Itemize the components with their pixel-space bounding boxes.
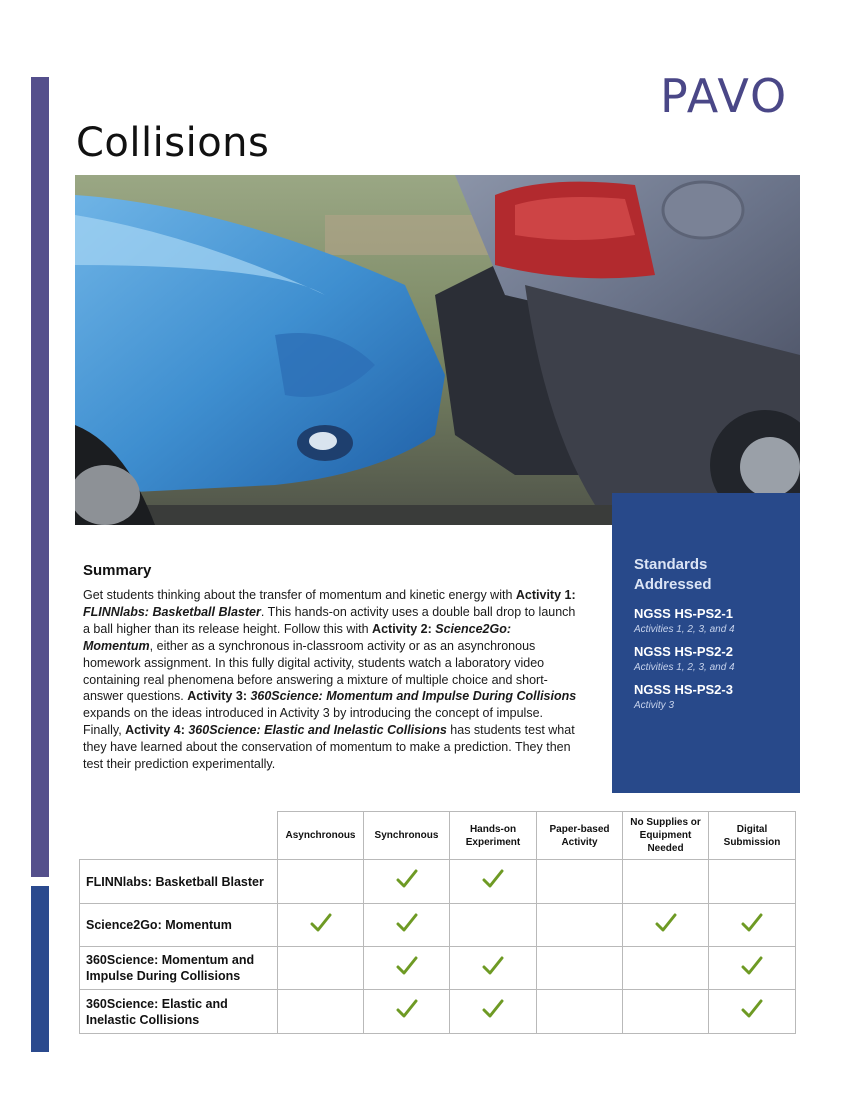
activity-matrix-table	[79, 811, 796, 1034]
table-cell	[623, 990, 709, 1034]
summary-text: , either as a synchronous in-classroom activity or as an asynchronous homework assignment. In this fully digital activity, students watch a laboratory video containing real phenomena before answering a mixture of multiple choice and short-answer questions.	[83, 638, 548, 704]
table-cell	[537, 904, 623, 947]
table-row	[80, 990, 796, 1034]
standard-code: NGSS HS-PS2-3	[634, 682, 733, 697]
table-cell	[623, 947, 709, 990]
summary-heading: Summary	[83, 562, 152, 579]
page-title: Collisions	[76, 120, 270, 166]
standards-panel	[612, 493, 800, 793]
summary-text: has students test what they have learned about the conservation of momentum to make a prediction. They then test their prediction experimentally.	[83, 723, 575, 772]
checkmark-icon	[396, 999, 418, 1024]
checkmark-icon	[741, 913, 763, 938]
column-header: Paper-based Activity	[537, 812, 623, 860]
standard-note: Activity 3	[634, 700, 675, 711]
table-cell	[537, 860, 623, 904]
table-cell	[537, 947, 623, 990]
table-row	[80, 904, 796, 947]
table-cell	[278, 860, 364, 904]
table-cell	[537, 990, 623, 1034]
table-row	[80, 947, 796, 990]
summary-section	[83, 562, 583, 773]
activity-label: Activity 2:	[372, 621, 436, 636]
table-cell	[364, 904, 450, 947]
checkmark-icon	[482, 999, 504, 1024]
table-cell	[709, 904, 796, 947]
table-cell	[364, 947, 450, 990]
summary-text: Get students thinking about the transfer of momentum and kinetic energy with	[83, 588, 516, 602]
table-cell	[278, 947, 364, 990]
activity-name: Science2Go: Momentum	[80, 904, 278, 947]
logo-text: PAVO	[660, 69, 789, 123]
activity-title: 360Science: Elastic and Inelastic Collisions	[188, 723, 447, 738]
table-corner	[80, 812, 278, 860]
checkmark-icon	[396, 869, 418, 894]
column-header: Hands-on Experiment	[450, 812, 537, 860]
table-cell	[450, 904, 537, 947]
standards-heading: Standards Addressed	[634, 556, 712, 593]
activity-name: 360Science: Momentum and Impulse During Collisions	[80, 947, 278, 990]
table-cell	[623, 904, 709, 947]
standard-code: NGSS HS-PS2-2	[634, 644, 733, 659]
checkmark-icon	[655, 913, 677, 938]
summary-text: . This hands-on activity uses a double ball drop to launch a ball higher than its release height. Follow this with	[83, 604, 576, 636]
activity-label: Activity 3:	[187, 689, 251, 704]
summary-paragraph	[83, 587, 583, 773]
checkmark-icon	[396, 913, 418, 938]
column-header: Synchronous	[364, 812, 450, 860]
table-cell	[364, 860, 450, 904]
decorative-side-bar-top	[31, 77, 49, 877]
table-header-row	[80, 812, 796, 860]
table-cell	[709, 990, 796, 1034]
table-cell	[450, 947, 537, 990]
activity-name: FLINNlabs: Basketball Blaster	[80, 860, 278, 904]
column-header: Digital Submission	[709, 812, 796, 860]
table-row	[80, 860, 796, 904]
summary-text: expands on the ideas introduced in Activity 3 by introducing the concept of impulse. Finally,	[83, 706, 544, 738]
standard-item	[634, 605, 788, 637]
pavo-logo	[660, 69, 802, 123]
activity-title: FLINNlabs: Basketball Blaster	[83, 604, 261, 619]
car-collision-photo	[75, 175, 800, 525]
activity-label: Activity 4:	[125, 723, 189, 738]
table-cell	[278, 990, 364, 1034]
checkmark-icon	[396, 956, 418, 981]
table-cell	[623, 860, 709, 904]
checkmark-icon	[741, 956, 763, 981]
standard-note: Activities 1, 2, 3, and 4	[634, 624, 735, 635]
standard-code: NGSS HS-PS2-1	[634, 606, 733, 621]
column-header: Asynchronous	[278, 812, 364, 860]
decorative-side-bar-bottom	[31, 886, 49, 1052]
table-cell	[450, 860, 537, 904]
activity-title: 360Science: Momentum and Impulse During Collisions	[250, 689, 577, 704]
activity-label: Activity 1:	[515, 588, 576, 602]
standard-note: Activities 1, 2, 3, and 4	[634, 662, 735, 673]
standard-item	[634, 643, 788, 675]
table-cell	[364, 990, 450, 1034]
checkmark-icon	[482, 869, 504, 894]
activity-name: 360Science: Elastic and Inelastic Collisions	[80, 990, 278, 1034]
checkmark-icon	[741, 999, 763, 1024]
column-header: No Supplies or Equipment Needed	[623, 812, 709, 860]
activity-title: Science2Go: Momentum	[83, 621, 511, 653]
table-cell	[709, 860, 796, 904]
checkmark-icon	[310, 913, 332, 938]
checkmark-icon	[482, 956, 504, 981]
table-cell	[450, 990, 537, 1034]
table-cell	[709, 947, 796, 990]
table-cell	[278, 904, 364, 947]
standard-item	[634, 681, 788, 713]
